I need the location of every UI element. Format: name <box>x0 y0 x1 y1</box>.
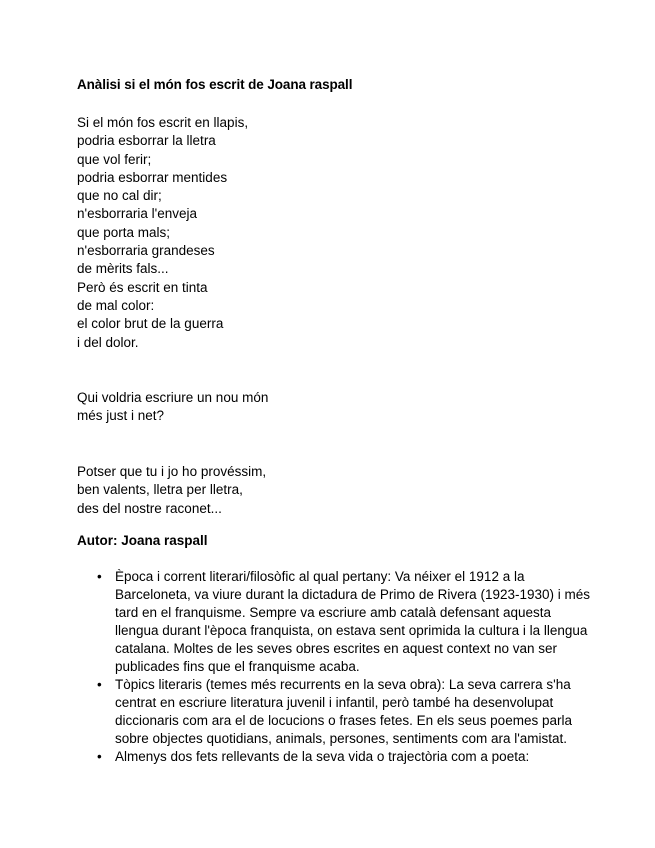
poem-line: podria esborrar mentides <box>77 169 228 185</box>
poem-stanza-3 <box>77 463 266 518</box>
poem-stanza-1 <box>77 114 248 352</box>
list-item <box>96 676 591 748</box>
list-item <box>96 568 591 676</box>
list-item-text: Almenys dos fets rellevants de la seva vida o trajectòria com a poeta: <box>115 749 530 764</box>
poem-line: Però és escrit en tinta <box>77 279 208 295</box>
poem-line: que no cal dir; <box>77 188 162 204</box>
poem-line: n'esborraria l'enveja <box>77 206 197 222</box>
poem-line: podria esborrar la lletra <box>77 133 216 149</box>
poem-line: ben valents, lletra per lletra, <box>77 482 243 498</box>
poem-stanza-2 <box>77 389 268 426</box>
poem-line: Qui voldria escriure un nou món <box>77 390 269 405</box>
document-title: Anàlisi si el món fos escrit de Joana raspall <box>77 77 353 92</box>
list-item-text: Època i corrent literari/filosòfic al qual pertany: Va néixer el 1912 a la Barceloneta, va viure durant la dictadura de Primo de Rivera (1923-1930) i més tard en el franquisme. Sempre va escriure amb català defensant aquesta llengua durant l'època franquista, on estava sent oprimida la cultura i la llengua catalana. Moltes de les seves obres escrites en aquest context no van ser publicades fins que el franquisme acaba. <box>115 569 590 674</box>
bullet-icon: • <box>97 569 102 584</box>
poem-line: n'esborraria grandeses <box>77 243 215 259</box>
author-info-list <box>96 568 591 766</box>
bullet-icon: • <box>97 677 102 692</box>
poem-line: de mal color: <box>77 297 155 313</box>
poem-line: Potser que tu i jo ho provéssim, <box>77 464 267 479</box>
bullet-icon: • <box>97 749 102 764</box>
poem-line: i del dolor. <box>77 334 139 350</box>
list-item <box>96 748 591 766</box>
author-heading: Autor: Joana raspall <box>77 533 208 548</box>
list-item-text: Tòpics literaris (temes més recurrents en la seva obra): La seva carrera s'ha centrat en escriure literatura juvenil i infantil, però també ha desenvolupat diccionaris com ara el de locucions o frases fetes. En els seus poemes parla sobre objectes quotidians, animals, persones, sentiments com ara l'amistat. <box>115 677 572 746</box>
poem-line: el color brut de la guerra <box>77 316 224 332</box>
poem-line: més just i net? <box>77 408 165 424</box>
poem-line: que vol ferir; <box>77 151 152 167</box>
poem-line: des del nostre raconet... <box>77 500 222 516</box>
poem-line: de mèrits fals... <box>77 261 169 277</box>
poem-line: Si el món fos escrit en llapis, <box>77 115 249 130</box>
poem-line: que porta mals; <box>77 224 171 240</box>
